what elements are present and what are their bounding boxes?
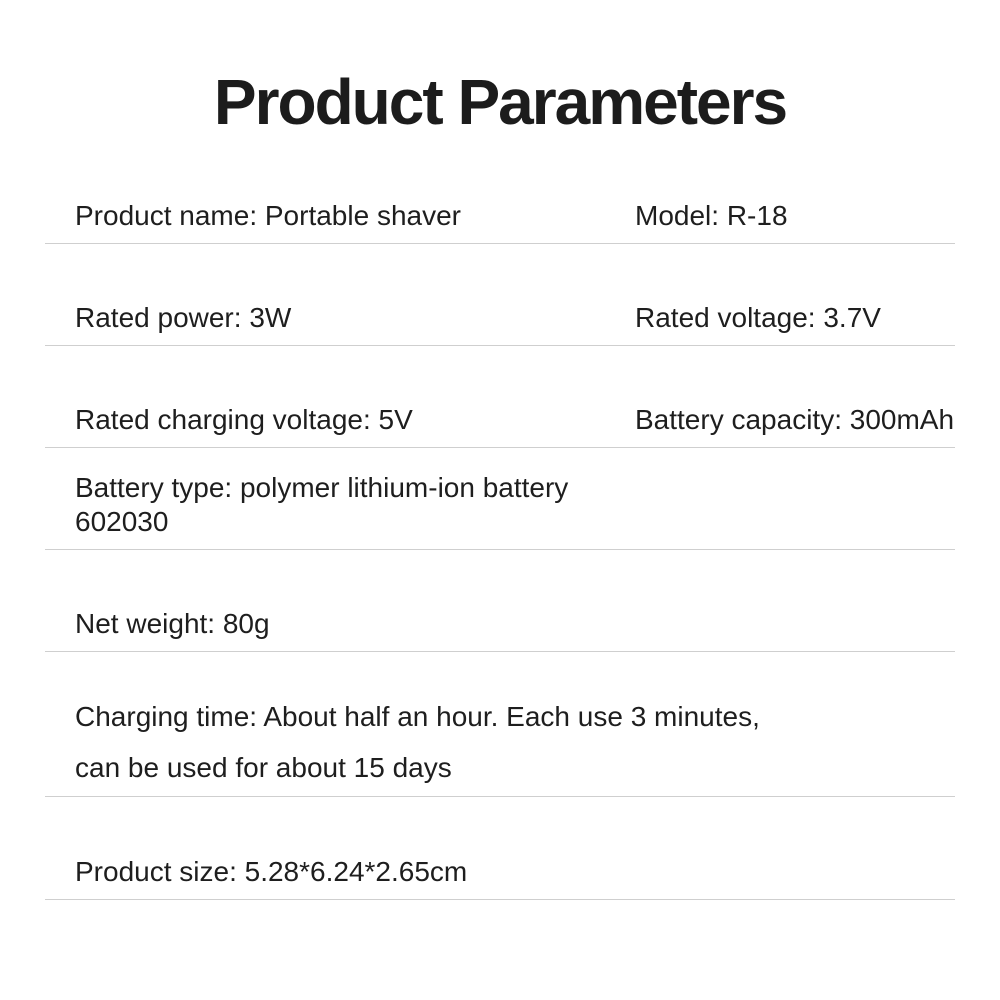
spec-model: Model: R-18	[635, 200, 788, 231]
spec-rated-charging-voltage: Rated charging voltage: 5V	[75, 404, 413, 435]
spec-product-size: Product size: 5.28*6.24*2.65cm	[75, 856, 468, 887]
spec-net-weight: Net weight: 80g	[75, 608, 270, 639]
spec-row-charging-time	[45, 652, 955, 797]
spec-rated-power: Rated power: 3W	[75, 302, 292, 333]
spec-row-product-size	[45, 797, 955, 900]
spec-charging-time-line-2: can be used for about 15 days	[75, 752, 452, 783]
spec-charging-time-line-1: Charging time: About half an hour. Each use 3 minutes,	[75, 701, 760, 732]
spec-rated-voltage: Rated voltage: 3.7V	[635, 302, 881, 333]
spec-row-power	[45, 244, 955, 346]
spec-table	[45, 142, 955, 900]
spec-row-net-weight	[45, 550, 955, 652]
spec-battery-capacity: Battery capacity: 300mAh	[635, 404, 955, 435]
product-parameters-page	[0, 62, 1000, 1000]
spec-battery-type: Battery type: polymer lithium-ion battery 602030	[75, 472, 569, 537]
spec-row-product-name	[45, 142, 955, 244]
page-title: Product Parameters	[213, 66, 787, 138]
spec-row-charging-voltage	[45, 346, 955, 448]
spec-charging-time	[45, 691, 760, 793]
spec-row-battery-type	[45, 448, 955, 550]
spec-product-name: Product name: Portable shaver	[75, 200, 461, 231]
